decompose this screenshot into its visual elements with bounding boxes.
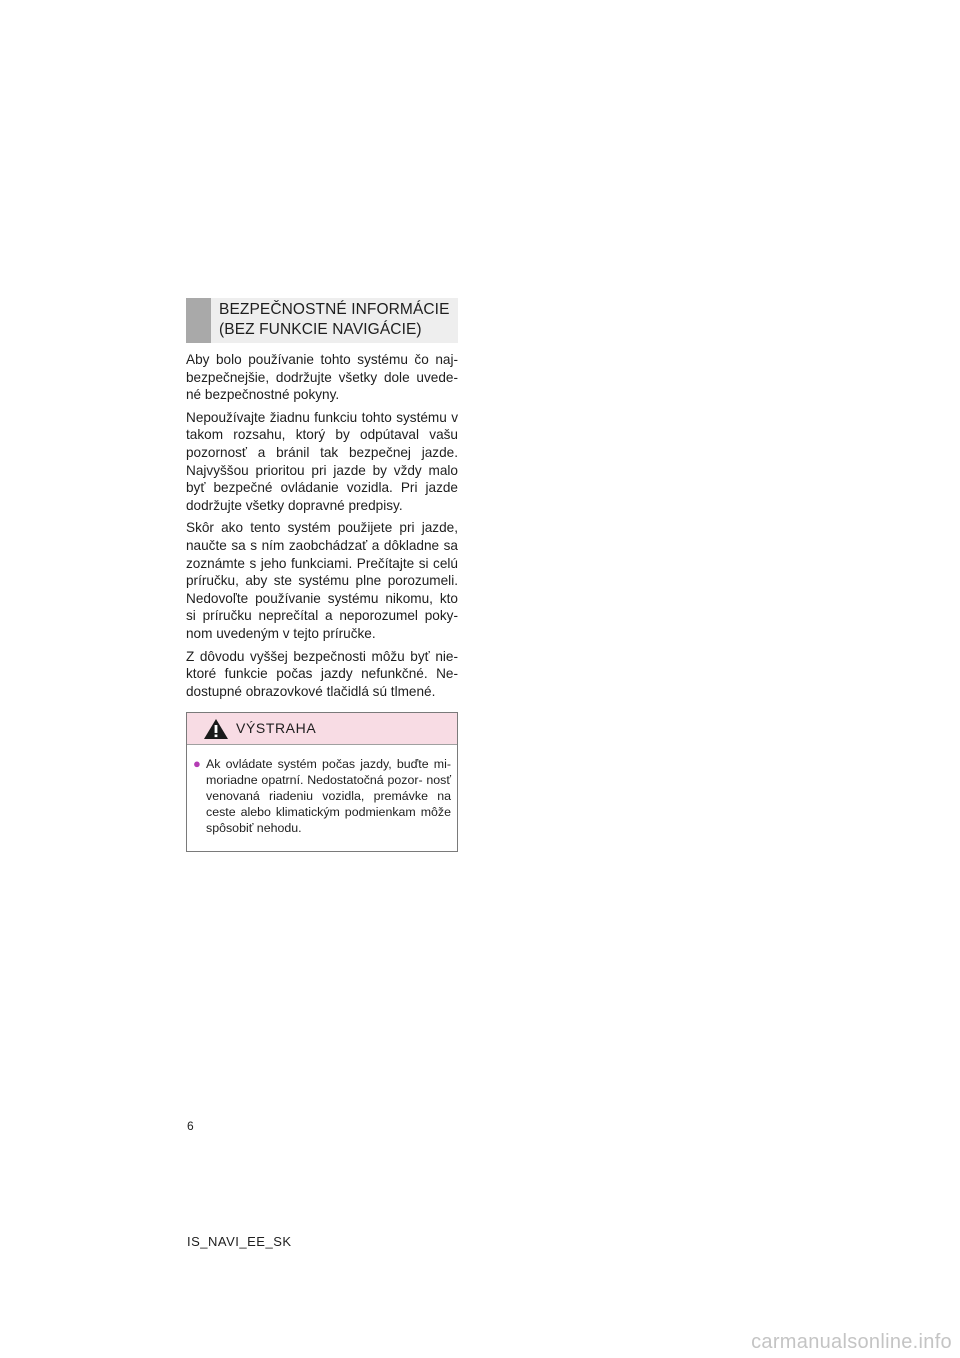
document-code: IS_NAVI_EE_SK [187,1234,292,1249]
paragraph-disabled-functions: Z dôvodu vyššej bezpečnosti môžu byť nie- ktoré funkcie počas jazdy nefunkčné. Ne- dostupné obrazovkové tlačidlá sú tlmené. [186,648,458,699]
warning-triangle-icon [203,718,229,740]
watermark: carmanualsonline.info [751,1331,952,1353]
warning-box [186,712,458,852]
page-number: 6 [187,1119,194,1133]
warning-header [187,713,457,745]
bullet-icon: ● [193,756,201,771]
paragraph-attention: Nepoužívajte žiadnu funkciu tohto systému v takom rozsahu, ktorý by odpútaval vašu pozornosť a bránil tak bezpečnej jazde. Najvyššou prioritou pri jazde by vždy malo byť bezpečné ovládanie vozidla. Pri jazde dodržujte všetky dopravné predpisy. [186,409,458,513]
section-header-bar [186,298,211,343]
paragraph-familiarize: Skôr ako tento systém použijete pri jazde, naučte sa s ním zaobchádzať a dôkladne sa zoznámte s jeho funkciami. Prečítajte si celú príručku, aby ste systému plne porozumeli. Nedovoľte používanie systému nikomu, kto si príručku neprečítal a neporozumel poky- nom uvedeným v tejto príručke. [186,520,458,641]
section-header [186,298,458,343]
paragraph-intro: Aby bolo používanie tohto systému čo naj- bezpečnejšie, dodržujte všetky dole uvede- né bezpečnostné pokyny. [186,352,458,403]
warning-item [193,756,451,836]
section-title-line2: (BEZ FUNKCIE NAVIGÁCIE) [219,321,422,338]
warning-label: VÝSTRAHA [236,720,317,736]
section-title [219,300,457,340]
body-text [186,351,458,705]
section-title-line1: BEZPEČNOSTNÉ INFORMÁCIE [219,301,450,318]
warning-text: Ak ovládate systém počas jazdy, buďte mi- moriadne opatrní. Nedostatočná pozor- nosť venovaná riadeniu vozidla, premávke na ceste alebo klimatickým podmienkam môže spôsobiť nehodu. [206,757,451,835]
